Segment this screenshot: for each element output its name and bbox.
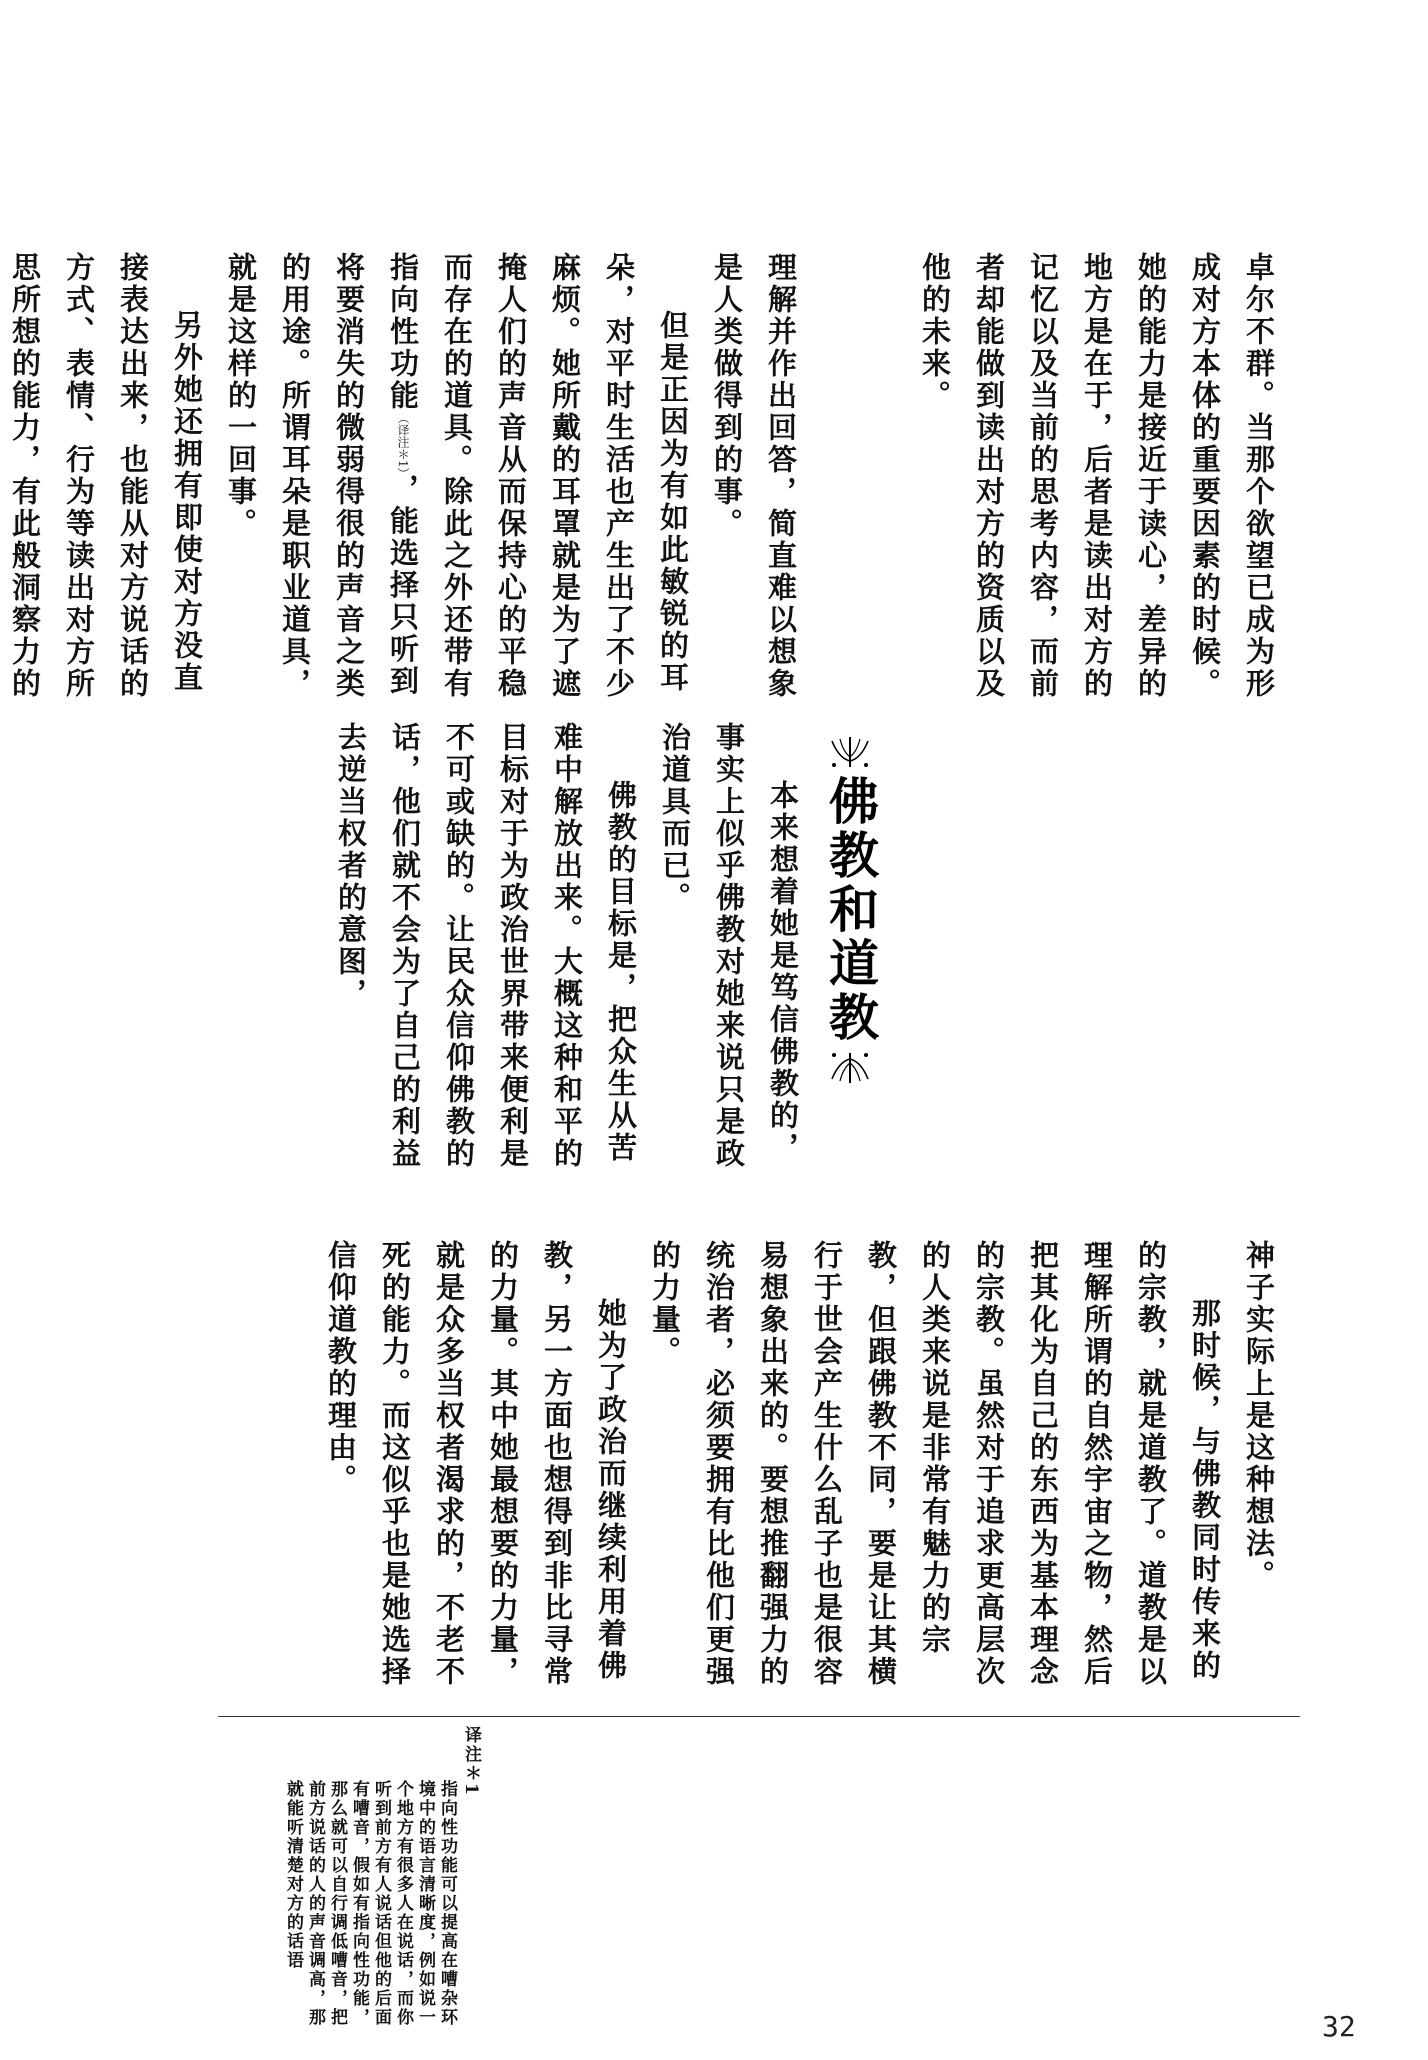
footnote-label: 译注＊1 bbox=[461, 1726, 481, 1797]
paragraph: 本来想着她是笃信佛教的，事实上似乎佛教对她来说只是政治道具而已。 bbox=[658, 722, 800, 1170]
ornament-top-icon bbox=[828, 735, 872, 769]
paragraph: 她为了政治而继续利用着佛教，另一方面也想得到非比寻常的力量。其中她最想要的力量，就是众多当权者渴求的，不老不死的能力。而这似乎也是她选择信仰道教的理由。 bbox=[324, 1240, 628, 1688]
tier1-right-column bbox=[816, 252, 1286, 708]
page-number: 32 bbox=[1322, 2010, 1356, 2043]
section-heading-text: 佛教和道教 bbox=[821, 775, 880, 1045]
tier3-body bbox=[218, 1240, 1286, 1700]
paragraph: 佛教的目标是，把众生从苦难中解放出来。大概这种和平的目标对于为政治世界带来便利是不可或缺的。让民众信仰佛教的话，他们就不会为了自己的利益去逆当权者的意图， bbox=[334, 722, 638, 1170]
paragraph: 那时候，与佛教同时传来的的宗教，就是道教了。道教是以理解所谓的自然宇宙之物，然后把其化为自己的东西为基本理念的宗教。虽然对于追求更高层次的人类来说是非常有魅力的宗教，但跟佛教不同，要是让其横行于世会产生什么乱子也是很容易想象出来的。要想推翻强力的统治者，必须要拥有比他们更强的力量。 bbox=[648, 1240, 1222, 1688]
tier1-left-column bbox=[8, 252, 808, 708]
paragraph: 卓尔不群。当那个欲望已成为形成对方本体的重要因素的时候。她的能力是接近于读心，差异的地方是在于，后者是读出对方的记忆以及当前的思考内容，而前者却能做到读出对方的资质以及他的未来。 bbox=[918, 252, 1276, 700]
footnote-text: 指向性功能可以提高在嘈杂环境中的语言清晰度，例如说一个地方有很多人在说话，而你听到前方有人说话但他的后面有嘈音，假如有指向性功能，那么就可以自行调低嘈音，把前方说话的人的声音调高，那就能听清楚对方的话语 bbox=[283, 1780, 457, 2027]
footnote-divider bbox=[218, 1716, 1300, 1717]
paragraph bbox=[214, 252, 700, 708]
paragraph: 神子实际上是这种想法。 bbox=[1242, 1240, 1276, 1592]
paragraph: 另外她还拥有即使对方没直接表达出来，也能从对方说话的方式、表情、行为等读出对方所思所想的能力，有此般洞察力的 bbox=[8, 252, 204, 700]
paragraph: 理解并作出回答，简直难以想象是人类做得到的事。 bbox=[710, 252, 798, 700]
ornament-bottom-icon bbox=[828, 1051, 872, 1085]
footnote-reference: （译注＊1） bbox=[396, 412, 410, 474]
paragraph-text: ，能选择只听到将要消失的微弱得很的声音之类的用途。所谓耳朵是职业道具，就是这样的一回事。 bbox=[224, 252, 420, 700]
tier2-section-body bbox=[218, 722, 810, 1182]
section-heading bbox=[815, 735, 885, 1085]
paragraph-text: 但是正因为有如此敏锐的耳朵，对平时生活也产生出了不少麻烦。她所戴的耳罩就是为了遮掩人们的声音从而保持心的平稳而存在的道具。除此之外还带有指向性功能 bbox=[386, 252, 690, 700]
